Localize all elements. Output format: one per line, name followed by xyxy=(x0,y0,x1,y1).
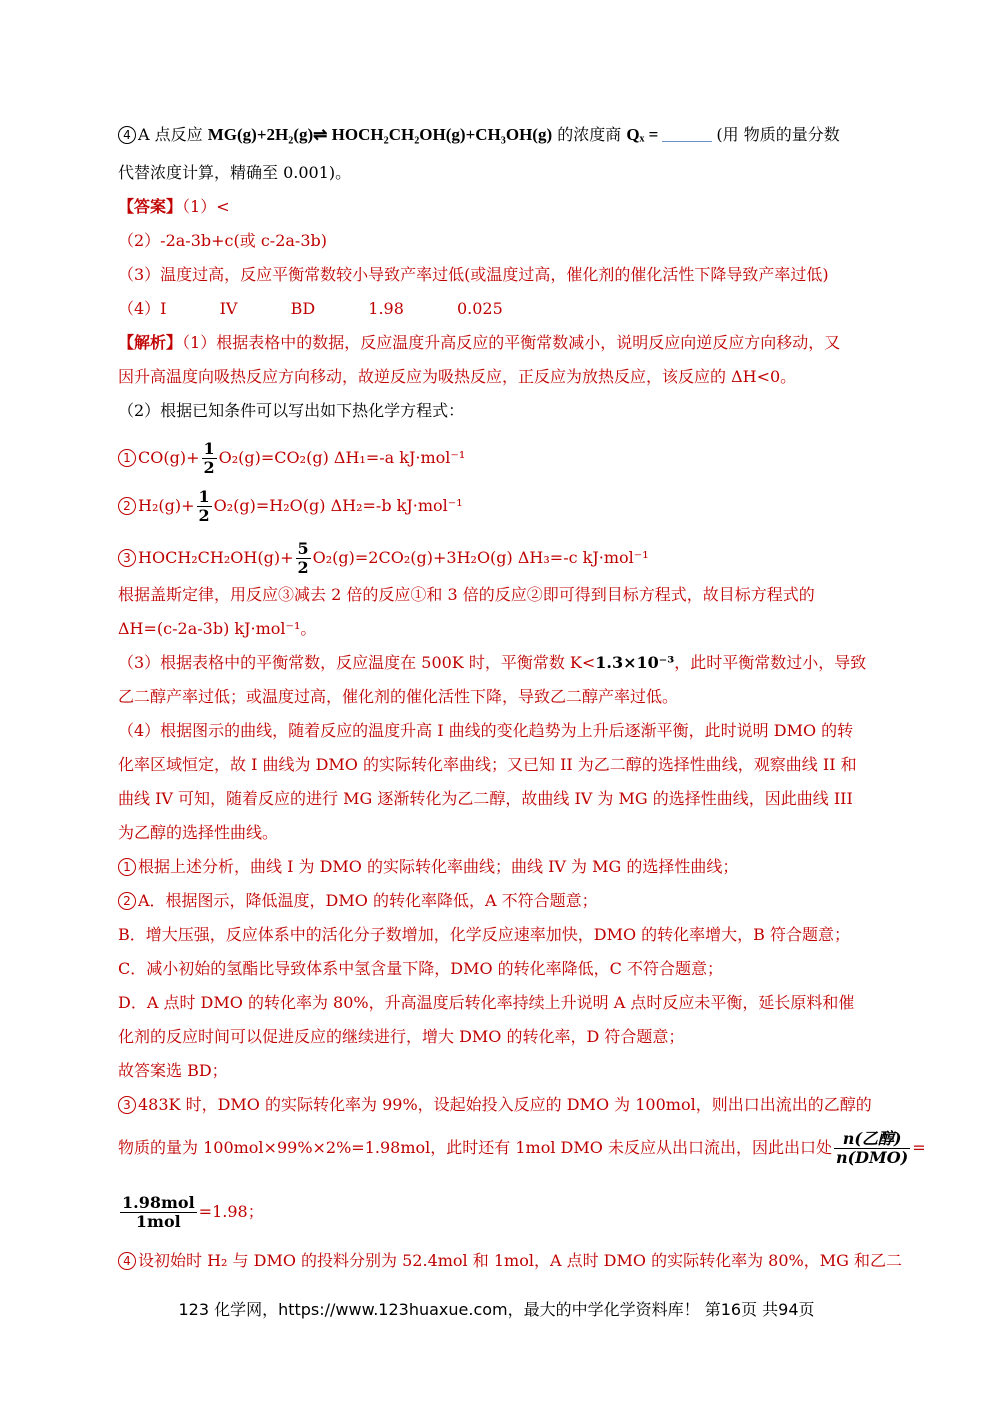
analysis-p4a: （4）根据图示的曲线，随着反应的温度升高 I 曲线的变化趋势为上升后逐渐平衡，此时说明 DMO 的转 xyxy=(118,721,854,740)
eq-left: H₂(g)+ xyxy=(138,496,195,515)
option-d-line1: D．A 点时 DMO 的转化率为 80%，升高温度后转化率持续上升说明 A 点时反应未平衡，延长原料和催 xyxy=(118,993,855,1012)
question-4-line2: 代替浓度计算，精确至 0.001)。 xyxy=(118,163,352,182)
circled-number: 4 xyxy=(118,1252,136,1270)
result-text: =1.98； xyxy=(198,1202,264,1221)
option-c: C．减小初始的氢酯比导致体系中氢含量下降，DMO 的转化率降低，C 不符合题意； xyxy=(118,959,723,978)
fraction-numerator: n(乙醇) xyxy=(834,1130,910,1149)
fraction-denominator: 2 xyxy=(297,558,309,577)
sub-2-text: A．根据图示，降低温度，DMO 的转化率降低，A 不符合题意； xyxy=(138,891,598,910)
circled-number: 2 xyxy=(118,892,136,910)
p3-text-tail: ，此时平衡常数过小，导致 xyxy=(674,653,867,672)
option-d-line2: 化剂的反应时间可以促进反应的继续进行，增大 DMO 的转化率，D 符合题意； xyxy=(118,1027,685,1046)
equation-2 xyxy=(118,488,908,525)
fraction-numerator: 1.98mol xyxy=(122,1193,195,1212)
eq-right: O₂(g)=H₂O(g) ΔH₂=-b kJ·mol⁻¹ xyxy=(213,496,463,515)
k-value: 1.3×10⁻³ xyxy=(595,653,675,672)
fraction-denominator: 2 xyxy=(198,506,210,525)
sub-4-text: 设初始时 H₂ 与 DMO 的投料分别为 52.4mol 和 1mol，A 点时 DMO 的实际转化率为 80%，MG 和乙二 xyxy=(138,1251,902,1270)
sub-3-line1 xyxy=(118,1094,908,1116)
fraction xyxy=(834,1130,910,1167)
circled-number: 2 xyxy=(118,497,136,515)
answer-4-item: 1.98 xyxy=(368,299,404,318)
fraction-denominator: 2 xyxy=(203,458,215,477)
eq-left: CO(g)+ xyxy=(138,448,200,467)
analysis-line1 xyxy=(118,332,908,354)
eq-right: O₂(g)=2CO₂(g)+3H₂O(g) ΔH₃=-c kJ·mol⁻¹ xyxy=(312,548,649,567)
sub-3-line2 xyxy=(118,1129,926,1167)
fraction xyxy=(197,488,212,525)
sub-3-text: 483K 时，DMO 的实际转化率为 99%，设起始投入反应的 DMO 为 100mol，则出口出流出的乙醇的 xyxy=(138,1095,872,1114)
hess-line2: ΔH=(c-2a-3b) kJ·mol⁻¹。 xyxy=(118,619,317,638)
option-b: B．增大压强，反应体系中的活化分子数增加，化学反应速率加快，DMO 的转化率增大，B 符合题意； xyxy=(118,925,851,944)
answer-3: （3）温度过高，反应平衡常数较小导致产率过低(或温度过高，催化剂的催化活性下降导致产率过低) xyxy=(118,265,829,284)
sub-1-text: 根据上述分析，曲线 I 为 DMO 的实际转化率曲线；曲线 IV 为 MG 的选择性曲线； xyxy=(138,857,739,876)
equation-3 xyxy=(118,540,908,577)
fraction xyxy=(120,1194,197,1231)
q4-equation: MG(g)+2H₂(g)⇌ HOCH₂CH₂OH(g)+CH₃OH(g) xyxy=(207,125,553,144)
sub-1 xyxy=(118,856,908,878)
hess-line1: 根据盖斯定律，用反应③减去 2 倍的反应①和 3 倍的反应②即可得到目标方程式，故目标方程式的 xyxy=(118,585,815,604)
analysis-p1a: （1）根据表格中的数据，反应温度升高反应的平衡常数减小，说明反应向逆反应方向移动，又 xyxy=(182,333,841,352)
q4-qx: Qₓ = xyxy=(626,125,659,144)
answer-4-item: （4）I xyxy=(118,299,167,318)
circled-number: 1 xyxy=(118,449,136,467)
analysis-p3-line1 xyxy=(118,652,908,674)
q4-mid: 的浓度商 xyxy=(557,125,622,144)
analysis-p3-line2: 乙二醇产率过低；或温度过高，催化剂的催化活性下降，导致乙二醇产率过低。 xyxy=(118,687,679,706)
analysis-p4d: 为乙醇的选择性曲线。 xyxy=(118,823,279,842)
circled-number: 3 xyxy=(118,1096,136,1114)
answer-4-item: IV xyxy=(219,299,238,318)
fraction xyxy=(202,440,217,477)
analysis-p4b: 化率区域恒定，故 I 曲线为 DMO 的实际转化率曲线；又已知 II 为乙二醇的选择性曲线，观察曲线 II 和 xyxy=(118,755,857,774)
sub-4 xyxy=(118,1250,908,1272)
eq-right: O₂(g)=CO₂(g) ΔH₁=-a kJ·mol⁻¹ xyxy=(218,448,466,467)
q4-suffix1: (用 物质的量分数 xyxy=(716,125,840,144)
fraction-numerator: 1 xyxy=(203,439,215,458)
answer-1: （1）< xyxy=(182,197,230,216)
circled-number: 3 xyxy=(118,549,136,567)
sub-3-text-b: 物质的量为 100mol×99%×2%=1.98mol，此时还有 1mol DMO 未反应从出口流出，因此出口处 xyxy=(118,1138,832,1157)
fraction xyxy=(296,540,311,577)
fraction-numerator: 5 xyxy=(297,539,309,558)
q4-prefix: A 点反应 xyxy=(138,125,203,144)
answer-2: （2）-2a-3b+c(或 c-2a-3b) xyxy=(118,231,327,250)
equation-1 xyxy=(118,440,908,477)
equals-sign: = xyxy=(912,1138,926,1157)
analysis-tag: 【解析】 xyxy=(118,333,183,352)
choose-answer: 故答案选 BD； xyxy=(118,1061,228,1080)
sub-2 xyxy=(118,890,908,912)
analysis-p1b: 因升高温度向吸热反应方向移动，故逆反应为吸热反应，正反应为放热反应，该反应的 ΔH<0。 xyxy=(118,367,797,386)
answer-4-item: 0.025 xyxy=(456,299,503,318)
answer-tag: 【答案】 xyxy=(118,197,183,216)
answer-4 xyxy=(118,298,908,320)
analysis-p4c: 曲线 IV 可知，随着反应的进行 MG 逐渐转化为乙二醇，故曲线 IV 为 MG 的选择性曲线，因此曲线 III xyxy=(118,789,853,808)
p3-text: （3）根据表格中的平衡常数，反应温度在 500K 时，平衡常数 K< xyxy=(118,653,596,672)
fraction-denominator: n(DMO) xyxy=(835,1148,909,1167)
fraction-denominator: 1mol xyxy=(135,1212,181,1231)
answer-blank[interactable] xyxy=(662,141,712,142)
eq-left: HOCH₂CH₂OH(g)+ xyxy=(138,548,294,567)
fraction-numerator: 1 xyxy=(198,487,210,506)
circled-number: 1 xyxy=(118,858,136,876)
answer-4-item: BD xyxy=(290,299,316,318)
sub-3-line3 xyxy=(118,1194,908,1231)
answer-line1 xyxy=(118,196,908,218)
analysis-p2: （2）根据已知条件可以写出如下热化学方程式： xyxy=(118,401,465,420)
page-footer: 123 化学网，https://www.123huaxue.com，最大的中学化学资料库！ 第16页 共94页 xyxy=(178,1300,815,1319)
circled-number: 4 xyxy=(118,126,136,144)
question-4-line1 xyxy=(118,124,908,146)
